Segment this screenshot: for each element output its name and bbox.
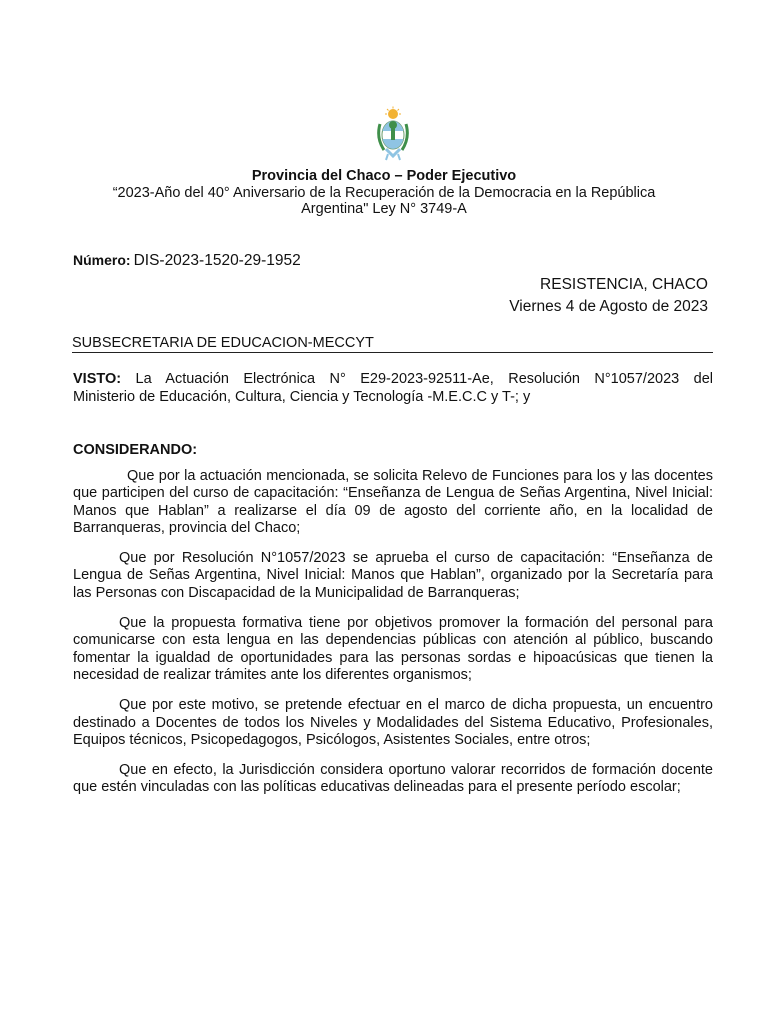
visto-line-1 xyxy=(73,370,713,388)
document-place: RESISTENCIA, CHACO xyxy=(540,276,708,293)
considerando-paragraph: Que por este motivo, se pretende efectuar en el marco de dicha propuesta, un encuentro destinado a Docentes de todos los Niveles y Modalidades del Sistema Educativo, Profesionales, Equipos técnicos, Psicopedagogos, Psicólogos, Asistentes Sociales, entre otros; xyxy=(73,697,713,748)
considerando-paragraph: Que la propuesta formativa tiene por objetivos promover la formación del personal para comunicarse con esta lengua en las dependencias públicas con atención al público, buscando fomentar la igualdad de oportunidades para las personas sordas e hipoacúsicas que tienen la necesidad de realizar trámites ante los diferentes organismos; xyxy=(73,615,713,683)
header-motto-line-1: “2023-Año del 40° Aniversario de la Recuperación de la Democracia en la República xyxy=(112,184,656,201)
considerando-paragraph: Que en efecto, la Jurisdicción considera oportuno valorar recorridos de formación docente que estén vinculadas con las políticas educativas delineadas para el presente período escolar; xyxy=(73,762,713,796)
visto-text-line-1: La Actuación Electrónica N° E29-2023-92511-Ae, Resolución N°1057/2023 del xyxy=(135,371,713,387)
considerando-paragraph: Que por la actuación mencionada, se solicita Relevo de Funciones para los y las docentes que participen del curso de capacitación: “Enseñanza de Lengua de Señas Argentina, Nivel Inicial: Manos que Hablan” a realizarse el día 09 de agosto del corriente año, en la localidad de Barranqueras, provincia del Chaco; xyxy=(73,468,713,536)
visto-text-line-2: Ministerio de Educación, Cultura, Ciencia y Tecnología -M.E.C.C y T-; y xyxy=(73,389,531,405)
header-motto-line-2: Argentina" Ley N° 3749-A xyxy=(301,201,467,217)
considerando-title: CONSIDERANDO: xyxy=(73,442,198,458)
document-date: Viernes 4 de Agosto de 2023 xyxy=(509,298,708,315)
place-and-date xyxy=(509,274,708,318)
visto-section xyxy=(73,370,713,406)
document-number-label: Número: xyxy=(73,252,131,268)
header-title: Provincia del Chaco – Poder Ejecutivo xyxy=(251,168,517,184)
issuing-office: SUBSECRETARIA DE EDUCACION-MECCYT xyxy=(72,335,713,353)
chaco-provincial-seal-icon xyxy=(374,106,412,162)
document-number-value: DIS-2023-1520-29-1952 xyxy=(133,252,301,269)
considerando-paragraph: Que por Resolución N°1057/2023 se aprueba el curso de capacitación: “Enseñanza de Lengua de Señas Argentina, Nivel Inicial: Manos que Hablan”, organizado por la Secretaría para las Personas con Discapacidad de la Municipalidad de Barranqueras; xyxy=(73,550,713,601)
visto-label: VISTO: xyxy=(73,371,122,387)
document-header xyxy=(60,168,708,218)
document-number xyxy=(73,252,301,270)
considerando-body xyxy=(73,468,713,810)
